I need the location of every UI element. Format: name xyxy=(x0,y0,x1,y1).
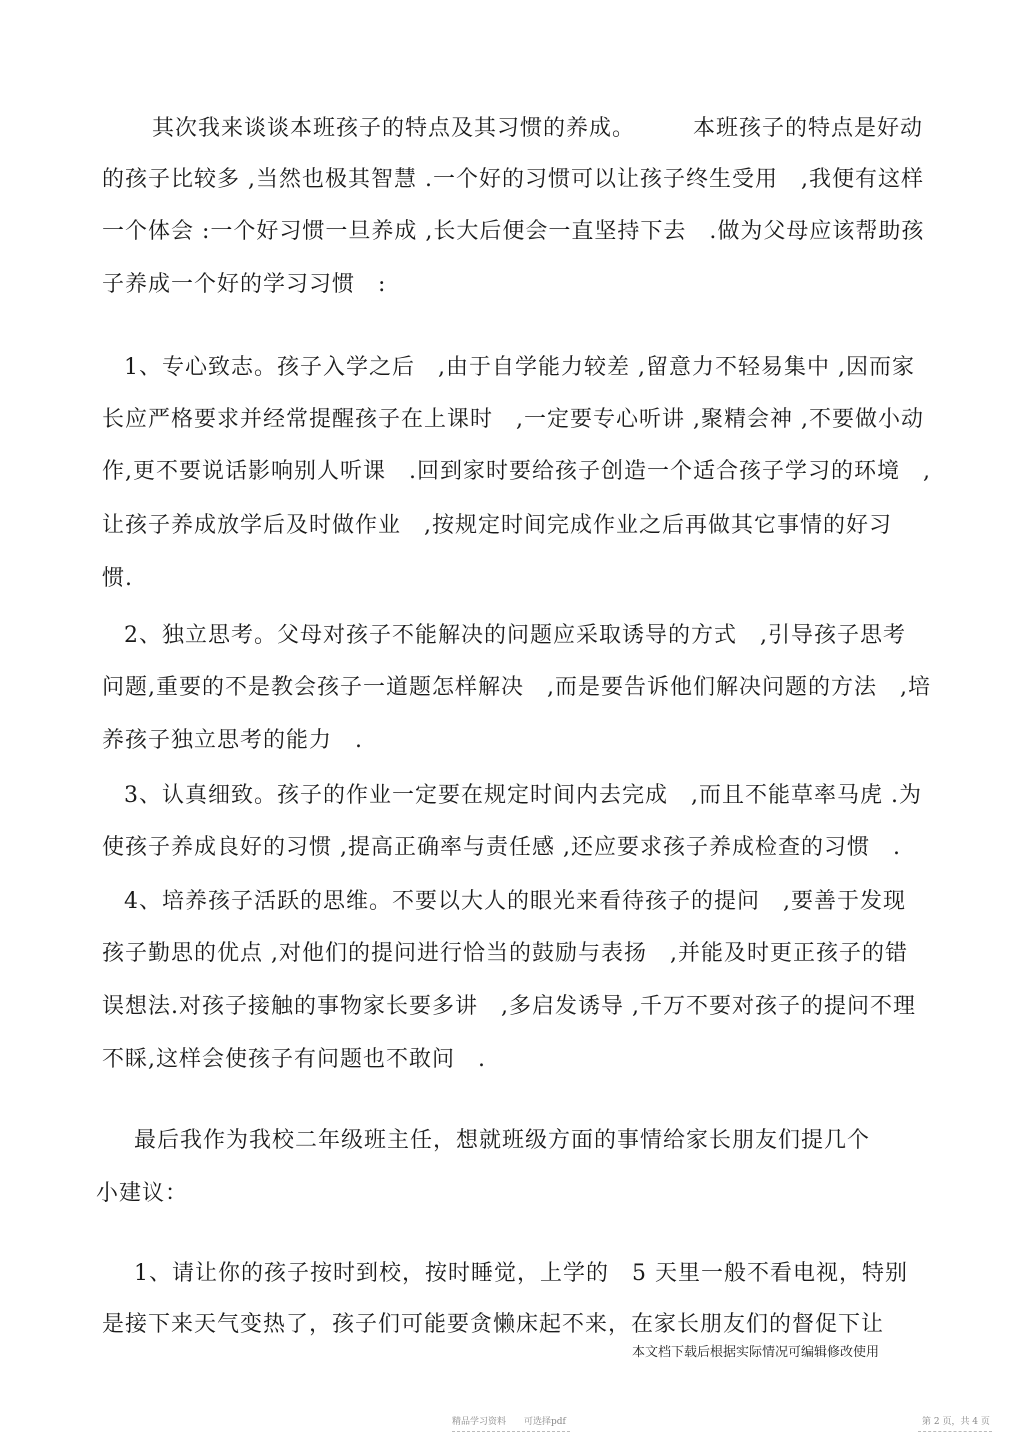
text-line: 的孩子比较多 ,当然也极其智慧 .一个好的习惯可以让孩子终生受用 ,我便有这样 xyxy=(102,167,924,192)
text-line: 是接下来天气变热了，孩子们可能要贪懒床起不来，在家长朋友们的督促下让 xyxy=(102,1312,885,1337)
text-line: 1、专心致志。孩子入学之后 ,由于自学能力较差 ,留意力不轻易集中 ,因而家 xyxy=(124,355,915,380)
text-line: 长应严格要求并经常提醒孩子在上课时 ,一定要专心听讲 ,聚精会神 ,不要做小动 xyxy=(102,407,924,432)
text-line: 惯. xyxy=(102,566,133,591)
text-line: 养孩子独立思考的能力 . xyxy=(102,728,363,753)
text-line: 孩子勤思的优点 ,对他们的提问进行恰当的鼓励与表扬 ,并能及时更正孩子的错 xyxy=(102,941,908,966)
text-line: 误想法.对孩子接触的事物家长要多讲 ,多启发诱导 ,千万不要对孩子的提问不理 xyxy=(102,994,916,1019)
text-line: 使孩子养成良好的习惯 ,提高正确率与责任感 ,还应要求孩子养成检查的习惯 . xyxy=(102,835,901,860)
text-line: 问题,重要的不是教会孩子一道题怎样解决 ,而是要告诉他们解决问题的方法 ,培 xyxy=(102,675,931,700)
text-line: 4、培养孩子活跃的思维。不要以大人的眼光来看待孩子的提问 ,要善于发现 xyxy=(124,889,906,914)
text-line: 其次我来谈谈本班孩子的特点及其习惯的养成。 本班孩子的特点是好动 xyxy=(152,116,924,141)
footer-divider xyxy=(918,1431,992,1432)
text-line: 让孩子养成放学后及时做作业 ,按规定时间完成作业之后再做其它事情的好习 xyxy=(102,513,892,538)
footer-divider xyxy=(452,1431,570,1432)
text-line: 作,更不要说话影响别人听课 .回到家时要给孩子创造一个适合孩子学习的环境 , xyxy=(102,459,931,484)
download-note: 本文档下载后根据实际情况可编辑修改使用 xyxy=(632,1345,880,1360)
text-line: 不睬,这样会使孩子有问题也不敢问 . xyxy=(102,1047,486,1072)
text-line: 最后我作为我校二年级班主任，想就班级方面的事情给家长朋友们提几个 xyxy=(134,1128,871,1153)
text-line: 子养成一个好的学习习惯 : xyxy=(102,272,387,297)
text-line: 小建议： xyxy=(96,1181,189,1206)
page-number: 第 2 页，共 4 页 xyxy=(922,1417,990,1427)
text-line: 一个体会 :一个好习惯一旦养成 ,长大后便会一直坚持下去 .做为父母应该帮助孩 xyxy=(102,219,925,244)
text-line: 2、独立思考。父母对孩子不能解决的问题应采取诱导的方式 ,引导孩子思考 xyxy=(124,623,906,648)
text-line: 1、请让你的孩子按时到校，按时睡觉，上学的 5 天里一般不看电视，特别 xyxy=(134,1261,908,1286)
text-line: 3、认真细致。孩子的作业一定要在规定时间内去完成 ,而且不能草率马虎 .为 xyxy=(124,783,922,808)
footer-source-label: 精品学习资料 可选择pdf xyxy=(452,1417,566,1427)
